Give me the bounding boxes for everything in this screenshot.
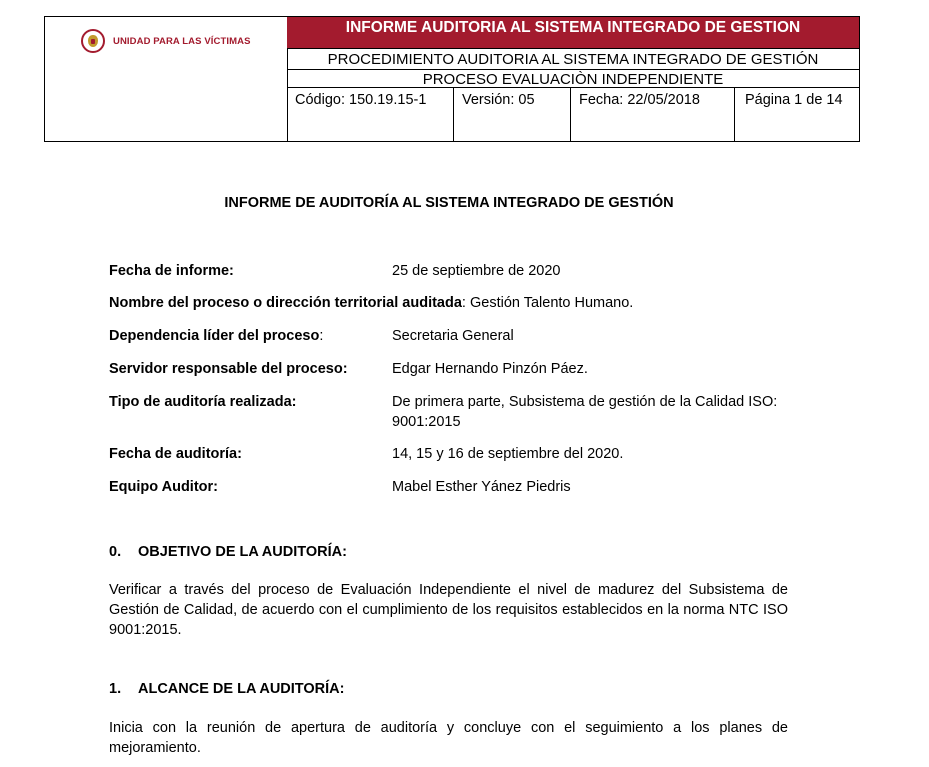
header-code: Código: 150.19.15-1 xyxy=(287,88,454,141)
server-value: Edgar Hernando Pinzón Páez. xyxy=(392,361,588,377)
section-body-scope: Inicia con la reunión de apertura de auditoría y concluye con el seguimiento a los planes de mejoramiento. xyxy=(109,720,788,756)
audit-date-value: 14, 15 y 16 de septiembre del 2020. xyxy=(392,446,624,462)
coat-of-arms-icon xyxy=(81,29,105,53)
process-value: : Gestión Talento Humano. xyxy=(461,295,634,311)
dependency-row xyxy=(109,326,323,346)
server-label: Servidor responsable del proceso: xyxy=(109,361,348,377)
team-label: Equipo Auditor: xyxy=(109,479,218,495)
dependency-value: Secretaria General xyxy=(392,328,514,344)
header-procedure: PROCEDIMIENTO AUDITORIA AL SISTEMA INTEGRADO DE GESTIÓN xyxy=(287,49,859,70)
process-row xyxy=(109,293,633,313)
audit-date-label: Fecha de auditoría: xyxy=(109,446,242,462)
section-title: OBJETIVO DE LA AUDITORÍA: xyxy=(138,544,347,560)
document-title: INFORME DE AUDITORÍA AL SISTEMA INTEGRADO DE GESTIÓN xyxy=(224,195,674,211)
header-version: Versión: 05 xyxy=(454,88,571,141)
dependency-colon: : xyxy=(319,328,324,344)
section-heading-objective xyxy=(109,544,347,560)
logo xyxy=(81,29,251,53)
header-date: Fecha: 22/05/2018 xyxy=(571,88,735,141)
section-number: 1. xyxy=(109,681,122,697)
audit-type-value: De primera parte, Subsistema de gestión de la Calidad ISO: 9001:2015 xyxy=(392,394,778,430)
team-value: Mabel Esther Yánez Piedris xyxy=(392,479,571,495)
section-title: ALCANCE DE LA AUDITORÍA: xyxy=(138,681,345,697)
header-title: INFORME AUDITORIA AL SISTEMA INTEGRADO DE GESTION xyxy=(287,17,859,49)
dependency-label: Dependencia líder del proceso xyxy=(109,328,320,344)
logo-text: UNIDAD PARA LAS VÍCTIMAS xyxy=(113,35,251,47)
header-page: Página 1 de 14 xyxy=(745,92,843,108)
section-heading-scope xyxy=(109,681,344,697)
document-header xyxy=(44,16,860,142)
report-date-label: Fecha de informe: xyxy=(109,263,234,279)
process-label: Nombre del proceso o dirección territorial auditada xyxy=(109,295,462,311)
logo-cell xyxy=(45,17,288,141)
report-date-value: 25 de septiembre de 2020 xyxy=(392,263,561,279)
header-process: PROCESO EVALUACIÒN INDEPENDIENTE xyxy=(287,70,859,88)
section-body-objective: Verificar a través del proceso de Evaluación Independiente el nivel de madurez del Subsistema de Gestión de Calidad, de acuerdo con el cumplimiento de los requisitos establecidos en la norma NTC ISO 9001:2015. xyxy=(109,582,788,638)
audit-type-label: Tipo de auditoría realizada: xyxy=(109,394,297,410)
section-number: 0. xyxy=(109,544,122,560)
